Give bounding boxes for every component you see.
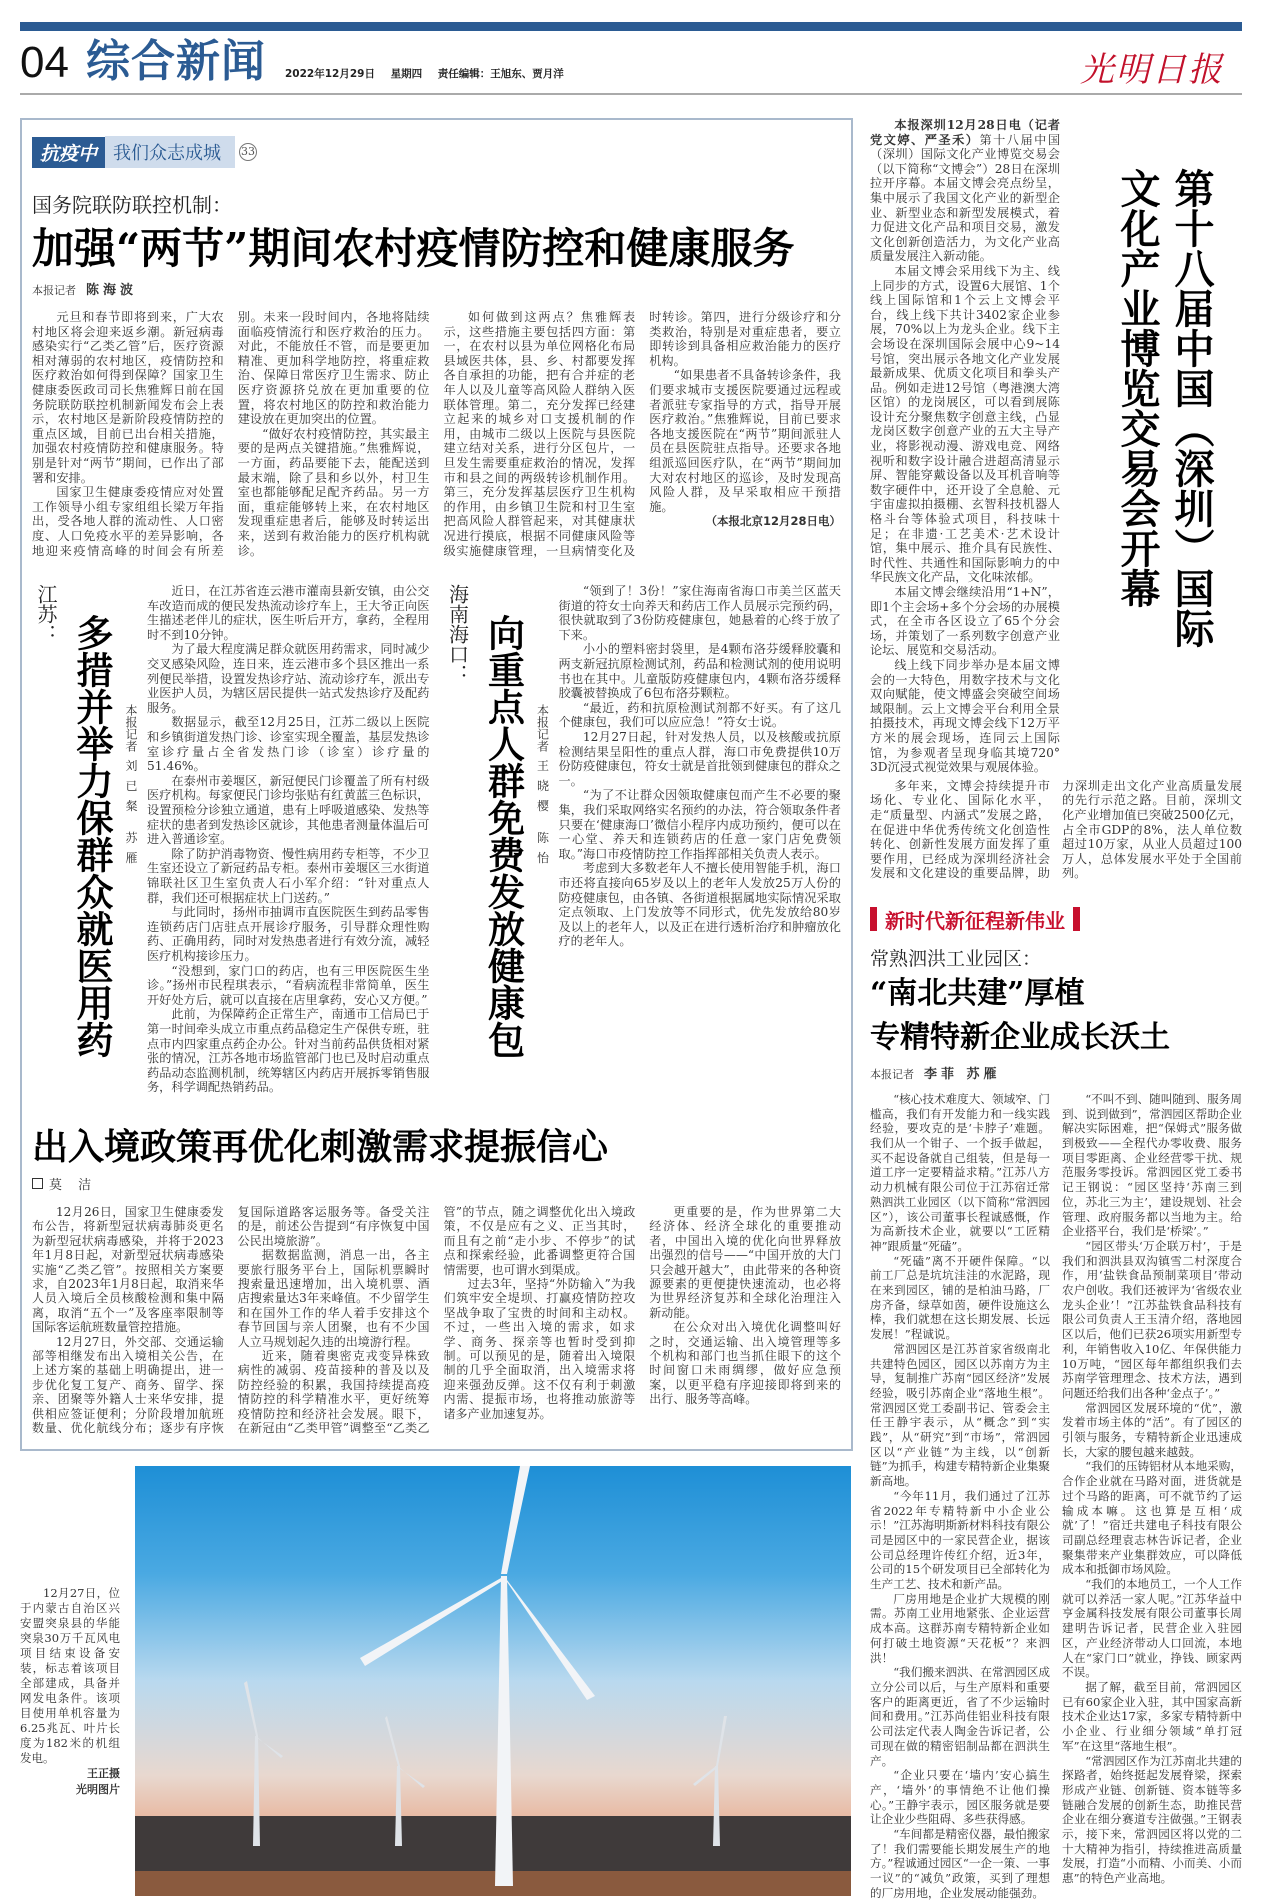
left-column	[20, 118, 853, 1896]
photo-source: 光明图片	[76, 1783, 120, 1797]
headline-line-1: “南北共建”厚植	[870, 975, 1085, 1011]
changshu-article-body	[870, 1092, 1242, 1901]
series-slogan: 我们众志成城	[105, 136, 235, 168]
series-banner	[32, 134, 841, 170]
issue-date: 2022年12月29日	[285, 68, 375, 80]
headline-line-2: 文化产业博览交易会开幕	[1114, 168, 1161, 608]
paragraph: “核心技术难度大、领域窄、门槛高，我们有开发能力和一线实践经验，要攻克的是‘卡脖子’难题。我们从一个钳子、一个扳手做起，买不起设备就自己组装，但是每一道工序一定要精益求精。”江苏八方动力机械有限公司位于江苏宿迁常熟泗洪工业园区（以下简称“常泗园区”），该公司董事长程诚感慨，作为高新技术企业，就要以“工匠精神”跟质量“死磕”。	[870, 1091, 1050, 1253]
changshu-headline	[870, 972, 1242, 1060]
paragraph: 更重要的是，作为世界第二大经济体、经济全球化的重要推动者，中国出入境的优化向世界释放出强烈的信号——“中国开放的大门只会越开越大”，由此带来的各种资源要素的更便捷快速流动，也必将为世界经济复苏和全球化治理注入新动能。	[649, 1204, 841, 1320]
byline-label: 本报记者	[870, 1067, 914, 1081]
paragraph: “企业只要在‘墙内’安心搞生产，‘墙外’的事情绝不让他们操心。”王静宇表示，园区服务就是要让企业少些阻碍、多些获得感。	[870, 1768, 1050, 1827]
paragraph: 近日，在江苏省连云港市灌南县新安镇，由公交车改造而成的便民发热流动诊疗车上，王大爷正向医生描述老伴儿的症状，医生听后开方，拿药，全程用时不到10分钟。	[147, 584, 430, 642]
byline-label: 本报记者	[124, 704, 138, 753]
culture-lead	[870, 118, 1060, 264]
main-dateline: （本报北京12月28日电）	[705, 514, 841, 529]
masthead-bar	[20, 22, 1242, 31]
paragraph: “最近，药和抗原检测试剂都不好买。有了这几个健康包，我们可以应应急！”符女士说。	[558, 700, 841, 730]
paragraph: “不叫不到、随叫随到、服务周到、说到做到”，常泗园区帮助企业解决实际困难，把“保姆式”服务做到极致——全程代办零收费、服务项目零距离、企业经营零干扰、规范服务零投诉。常泗园区党工委书记王钢说：“园区坚持‘苏南三到位，苏北三为主’，建设规划、社会管理、政府服务都以当地为主。给企业搭平台，我们是‘桥梁’。”	[1062, 1091, 1242, 1239]
photo-row	[20, 1466, 853, 1896]
wind-farm-photo	[135, 1466, 851, 1896]
paragraph: 据了解，截至目前，常泗园区已有60家企业入驻，其中国家高新技术企业达17家，多家专精特新中小企业、行业细分领域“单打冠军”在这里“落地生根”。	[1062, 1680, 1242, 1753]
culture-article-body-final	[870, 779, 1242, 881]
paragraph: 多年来，文博会持续提升市场化、专业化、国际化水平，走“质量型、内涵式”发展之路，在促进中华优秀传统文化创造性转化、创新性发展方面发挥了重要作用，已经成为深圳经济社会发展和文化建设的重要品牌，助力深圳走出文化产业高质量发展的先行示范之路。目前，深圳文化产业增加值已突破2500亿元，占全市GDP的8%，法人单位数超过10万家，从业人员超过100万人，总体发展水平处于全国前列。	[870, 778, 1242, 881]
byline-names: 刘已粲 苏雁	[124, 759, 138, 872]
paragraph: 国家卫生健康委疫情应对处置工作领导小组专家组组长梁万年指出，受各地人群的流动性、人口密度、人口免疫水平的差异影响，各地迎来疫情高峰的时间会有所差别。未来一段时间内，各地将陆续面临疫情流行和医疗救治的压力。对此，不能放任不管，而是要更加精准、更加科学地防控，将重症救治、保障日常医疗卫生需求、防止医疗资源挤兑放在更加重要的位置，将农村地区的防控和救治能力建设放在更加突出的位置。	[32, 310, 430, 558]
paragraph: “如果患者不具备转诊条件，我们要求城市支援医院要通过远程或者派驻专家指导的方式，指导开展医疗救治。”焦雅辉说，目前已要求各地支援医院在“两节”期间派驻人员在县医院驻点指导。还要求各地组派巡回医疗队，在“两节”期间加大对农村地区的巡诊，及时发现高风险人群，及早采取相应干预措施。	[649, 368, 841, 514]
banner-bar-icon	[1073, 907, 1080, 931]
byline-label: 本报记者	[32, 284, 76, 297]
paragraph: 小小的塑料密封袋里，是4颗布洛芬缓释胶囊和两支新冠抗原检测试剂，药品和检测试剂的使用说明书也在其中。儿童版防疫健康包内，4颗布洛芬缓释胶囊被替换成了6包布洛芬颗粒。	[558, 642, 841, 701]
paragraph: “做好农村疫情防控，其实最主要的是两点关键措施。”焦雅辉说，一方面，药品要能下去，能配送到最末端，除了县和乡以外，村卫生室也都能够配足配齐药品。另一方面，重症能够转上来，在农村地区发现重症患者后，能够及时转运出来，送到有救治能力的医疗机构就诊。	[237, 426, 430, 558]
paragraph: 与此同时，扬州市抽调市直医院医生到药品零售连锁药店门店驻点开展诊疗服务，引导群众理性购药、正确用药，同时对发热患者进行有效分流，减轻医疗机构接诊压力。	[147, 905, 430, 963]
hainan-story	[444, 584, 842, 1095]
page-number: 04	[20, 38, 69, 87]
paragraph: “园区带头‘万企联万村’，于是我们和泗洪县双沟镇雪二村深度合作，用‘盐铁食品预制菜项目’带动农户创收。我们还被评为‘省级农业龙头企业’！”江苏盐铁食品科技有限公司负责人王玉清介绍，落地园区以后，他们已获26项实用新型专利，年销售收入10亿、年保供能力10万吨，“园区每年都组织我们去苏南学管理理念、技术方法，遇到问题还给我们出各种‘金点子’。”	[1062, 1238, 1242, 1400]
culture-headline	[1110, 168, 1218, 658]
series-number: 33	[239, 143, 257, 161]
paragraph: 在泰州市姜堰区，新冠便民门诊覆盖了所有村级医疗机构。每家便民门诊均张贴有红黄蓝三色标识，设置预检分诊独立通道，患有上呼吸道感染、发热等症状的患者到发热诊区就诊，其他患者测量体温后可进入普通诊室。	[147, 773, 430, 847]
masthead-divider	[20, 93, 1242, 95]
paragraph: 常泗园区发展环境的“优”，激发着市场主体的“活”。有了园区的引领与服务，专精特新企业迅速成长，大家的腰包越来越鼓。	[1062, 1400, 1242, 1459]
headline-line-2: 专精特新企业成长沃土	[870, 1019, 1170, 1055]
changshu-byline	[870, 1066, 1242, 1084]
paragraph: 如何做到这两点？焦雅辉表示，这些措施主要包括四方面：第一，在农村以县为单位网格化布局县域医共体，县、乡、村都要发挥各自承担的功能，把有合并症的老年人以及儿童等高风险人群纳入医联体管理。第二，充分发挥已经建立起来的城乡对口支援机制的作用，由城市二级以上医院与县医院建立结对关系，进行分区包片，一旦发生需要重症救治的情况，发挥市和县之间的两级转诊机制作用。第三，充分发挥基层医疗卫生机构的作用，由乡镇卫生院和村卫生室把高风险人群管起来，对其健康状况进行摸底，根据不同健康风险等级实施健康管理，一旦病情变化及时转诊。第四，进行分级诊疗和分类救治，特别是对重症患者，要立即转诊到具备相应救治能力的医疗机构。	[443, 310, 841, 558]
jiangsu-place: 江苏：	[34, 584, 58, 645]
editors: 责任编辑：王旭东、贾月洋	[437, 68, 564, 80]
paragraph: “为了不让群众因领取健康包而产生不必要的聚集，我们采取网络实名预约的办法，符合领取条件者只要在‘健康海口’微信小程序内成功预约，便可以在一心堂、养天和连锁药店的任意一家门店免费领取。”海口市疫情防控工作指挥部相关负责人表示。	[558, 788, 841, 861]
jiangsu-headline: 多措并举力保群众就医用药	[70, 614, 114, 1059]
issue-info	[285, 66, 576, 81]
hainan-article-body	[559, 584, 842, 949]
main-headline: 加强“两节”期间农村疫情防控和健康服务	[32, 224, 795, 273]
regional-stories	[32, 584, 841, 1095]
headline-line-1: 第十八届中国（深圳）国际	[1168, 168, 1215, 648]
photo-caption	[20, 1586, 120, 1798]
border-byline	[32, 1177, 841, 1195]
byline-label: 本报记者	[535, 704, 550, 753]
jiangsu-article-body	[147, 584, 430, 1095]
main-article-body	[32, 310, 841, 558]
paragraph: 为了最大程度满足群众就医用药需求，同时减少交叉感染风险，连日来，连云港市多个县区推出一系列便民举措，设置发热诊疗站、流动诊疗车，派出专业医护人员，为辖区居民提供一站式发热诊疗及配药服务。	[147, 642, 430, 715]
paragraph: 线上线下同步举办是本届文博会的一大特色，用数字技术与文化双向赋能，使文博盛会突破空间场域限制。云上文博会平台利用全景拍摄技术，再现文博会线下12万平方米的展会现场，连同云上国际馆，为参观者呈现身临其境720° 3D沉浸式视觉效果与观展体验。	[870, 657, 1060, 775]
paragraph: 元旦和春节即将到来，广大农村地区将会迎来返乡潮。新冠病毒感染实行“乙类乙管”后，医疗资源相对薄弱的农村地区，疫情防控和医疗救治如何得到保障？国家卫生健康委医政司司长焦雅辉日前在国务院联防联控机制新闻发布会上表示，农村地区是新阶段疫情防控的重点区域，目前已出台相关措施，加强农村疫情防控和健康服务。特别是针对“两节”期间，已作出了部署和安排。	[32, 310, 224, 485]
paragraph: “今年11月，我们通过了江苏省2022年专精特新中小企业公示！”江苏海明斯新材料科技有限公司是园区中的一家民营企业，据该公司总经理许传红介绍，近3年，公司的15个研发项目已全部转化为生产工艺、技术和新产品。	[870, 1488, 1050, 1592]
section-title: 综合新闻	[86, 36, 266, 87]
feature-box	[20, 118, 853, 1451]
main-byline	[32, 282, 841, 300]
paragraph: 第十八届中国（深圳）国际文化产业博览交易会（以下简称“文博会”）28日在深圳拉开序幕。本届文博会亮点纷呈，集中展示了我国文化产业的新型企业、新型业态和新型发展模式，着力促进文化产品和项目交易，激发文化创新创造活力，为文化产业高质量发展注入新动能。	[870, 132, 1061, 264]
byline-name: 莫 洁	[49, 1177, 98, 1193]
paragraph: 厂房用地是企业扩大规模的刚需。苏南工业用地紧张、企业运营成本高。这群苏南专精特新企业如何打破土地资源“天花板”？来泗洪！	[870, 1591, 1050, 1665]
field	[135, 1871, 851, 1896]
paragraph: “车间都是精密仪器，最怕搬家了！我们需要能长期发展生产的地方。”程诚通过园区“一企一策、一事一议”的“减负”政策，买到了理想的厂房用地，企业发展动能强劲。	[870, 1827, 1050, 1900]
byline-names: 王晓樱 陈怡	[535, 759, 550, 872]
hainan-headline: 向重点人群免费发放健康包	[481, 614, 526, 1059]
byline-name: 陈海波	[86, 283, 138, 298]
paragraph: 常泗园区是江苏首家省级南北共建特色园区，园区以苏南方为主导，复制推广苏南“园区经济”发展经验，吸引苏南企业“落地生根”。常泗园区党工委副书记、管委会主任王静宇表示，从“概念”到“实践”，从“研究”到“市场”，常泗园区以“产业链”为主线，以“创新链”为抓手，构建专精特新企业集聚新高地。	[870, 1341, 1050, 1489]
paragraph: “没想到，家门口的药店，也有三甲医院医生坐诊。”扬州市民程琪表示，“看病流程非常简单，医生开好处方后，就可以直接在店里拿药，安心又方便。”	[147, 963, 430, 1007]
caption-text: 12月27日，位于内蒙古自治区兴安盟突泉县的华能突泉30万千瓦风电项目结束设备安装，标志着该项目全部建成，具备并网发电条件。该项目使用单机容量为6.25兆瓦、叶片长度为182米的机组发电。	[20, 1586, 120, 1766]
paragraph: 据数据监测，消息一出，各主要旅行服务平台上，国际机票瞬时搜索量迅速增加，出入境机票、酒店搜索量达3年来峰值。不少留学生和在国外工作的华人着手安排这个春节回国与亲人团聚，也有不少国人立马规划起久违的出境游行程。	[237, 1248, 430, 1349]
changshu-kicker: 常熟泗洪工业园区：	[870, 947, 1042, 970]
paragraph: 本届文博会继续沿用“1+N”，即1个主会场+多个分会场的办展模式，在全市各区设立了65个分会场，并策划了一系列数字创意产业论坛、展览和交易活动。	[870, 585, 1060, 658]
culture-dateline: 本报深圳12月28日电（记者党文婷、严圣禾）	[870, 118, 1060, 147]
issue-weekday: 星期四	[390, 68, 423, 80]
paragraph: 近来，随着奥密克戎变异株致病性的减弱、疫苗接种的普及以及防控经验的积累，我国持续提高疫情防控的科学精准水平，更好统筹疫情防控和经济社会发展。眼下，在新冠由“乙类甲管”调整至“乙类乙管”的节点，随之调整优化出入境政策，不仅是应有之义、正当其时，而且有之前“走小步、不停步”的试点和探索经验，此番调整更符合国情需要，也可谓水到渠成。	[237, 1204, 636, 1435]
paragraph: “我们的本地员工，一个人工作就可以养活一家人呢。”江苏华益中亨金属科技发展有限公司董事长周建明告诉记者，民营企业入驻园区，产业经济带动人口回流，本地人在“家门口”就业，挣钱、顾家两不误。	[1062, 1577, 1242, 1680]
paragraph: 12月27日起，针对发热人员，以及核酸或抗原检测结果呈阳性的重点人群，海口市免费提供10万份防疫健康包，符女士就是首批领到健康包的群众之一。	[558, 730, 841, 788]
series-tag: 抗疫中	[32, 137, 105, 168]
jiangsu-story	[32, 584, 430, 1095]
paragraph: 在公众对出入境优化调整叫好之时，交通运输、出入境管理等多个机构和部门也当抓住眼下的这个时间窗口未雨绸缪，做好应急预案，以更平稳有序迎接即将到来的出行、服务等高峰。	[649, 1320, 841, 1407]
paragraph: “我们的压铸铝材从本地采购，合作企业就在马路对面，进货就是过个马路的距离，可不就节约了运输成本嘛。这也算是互相‘成就’了！”宿迁共建电子科技有限公司副总经理袁志林告诉记者，企业聚集带来产业集群效应，可以降低成本和抵御市场风险。	[1062, 1459, 1242, 1577]
paragraph: 12月27日，外交部、交通运输部等相继发布出入境相关公告，在上述方案的基础上明确提出，进一步优化复工复产、商务、留学、探亲、团聚等外籍人士来华安排，提供相应签证便利；分阶段增加航班数量、优化航线分布；逐步有序恢复国际道路客运服务等。备受关注的是，前述公告提到“有序恢复中国公民出境旅游”。	[32, 1204, 430, 1435]
newspaper-logo: 光明日报	[1080, 50, 1224, 90]
paragraph: 数据显示，截至12月25日，江苏二级以上医院和乡镇街道发热门诊、诊室实现全覆盖，基层发热诊室诊疗量占全省发热门诊（诊室）诊疗量的51.46%。	[147, 715, 430, 774]
border-article-body	[32, 1205, 841, 1436]
column-banner-title: 新时代新征程新伟业	[885, 908, 1065, 933]
byline-names: 李菲 苏雁	[924, 1066, 1001, 1082]
culture-article	[870, 118, 1242, 775]
column-banner	[870, 905, 1242, 934]
paragraph: 过去3年，坚持“外防输入”为我们筑牢安全堤坝、打赢疫情防控攻坚战争取了宝贵的时间和主动权。不过，一些出入境的需求，如求学、商务、探亲等也暂时受到抑制。可以预见的是，随着出入境限制的几乎全面取消，出入境需求将迎来强劲反弹。这不仅有利于刺激内需、提振市场，也将推动旅游等诸多产业加速复苏。	[443, 1276, 636, 1421]
hainan-place: 海南海口：	[445, 584, 470, 685]
wind-turbines-illustration	[135, 1466, 851, 1896]
main-kicker: 国务院联防联控机制：	[32, 193, 232, 217]
paragraph: “领到了！3份！”家住海南省海口市美兰区蓝天街道的符女士向养天和药店工作人员展示完预约码，很快就取到了3份防疫健康包，她悬着的心终于放了下来。	[558, 584, 841, 642]
paragraph: 本届文博会采用线下为主、线上同步的方式，设置6大展馆、1个线上国际馆和1个云上文博会平台，线上线下共计3402家企业参展，70%以上为龙头企业。线下主会场设在深圳国际会展中心9~14号馆，突出展示各地文化产业发展最新成果、优质文化项目和拳头产品。例如走进12号馆（粤港澳大湾区馆）的龙岗展区，可以看到展陈设计充分聚焦数字创意主线，凸显龙岗区数字创意产业的五大主导产业，将影视动漫、游戏电竞、网络视听和数字设计融合进超高清显示屏、智能穿戴设备以及耳机音响等数字硬件中，还开设了全息舱、元宇宙虚拟拍摄棚、玄智科技机器人格斗台等体验式项目，科技味十足；在非遗·工艺美术·艺术设计馆，集中展示、推介具有民族性、时代性、共通性和国际影响力的中华民族文化产品，文化味浓郁。	[870, 263, 1060, 585]
paragraph: 此前，为保障药企正常生产，南通市工信局已于第一时间牵头成立市重点药品稳定生产保供专班，驻点市内四家重点药企办公。针对当前药品供货相对紧张的情况，江苏各地市场监管部门也已及时启动重点药品动态监测机制，统筹辖区内药店开展拆零销售服务，科学调配热销药品。	[147, 1007, 430, 1095]
square-icon	[32, 1178, 43, 1189]
banner-bar-icon	[870, 907, 877, 931]
paragraph: “死磕”离不开硬件保障。“以前工厂总是坑坑洼洼的水泥路，现在来到园区，铺的是柏油马路，厂房齐备，绿草如茵，硬件设施这么棒，我们就想在这长期发展、长远发展！”程诚说。	[870, 1253, 1050, 1342]
paragraph: “我们搬来泗洪、在常泗园区成立分公司以后，与生产原料和重要客户的距离更近，省了不少运输时间和费用。”江苏尚佳铝业科技有限公司法定代表人陶金告诉记者，公司现在做的精密铝制品都在泗洪生产。	[870, 1665, 1050, 1768]
border-headline: 出入境政策再优化刺激需求提振信心	[32, 1125, 609, 1168]
jiangsu-byline	[123, 704, 139, 1004]
paragraph: “常泗园区作为江苏南北共建的探路者，始终挺起发展脊梁，探索形成产业链、创新链、资本链等多链融合发展的创新生态，助推民营企业在细分赛道专注做强。”王钢表示，接下来，常泗园区将以党的二十大精神为指引，持续推进高质量发展，打造“小而精、小而美、小而惠”的特色产业高地。	[1062, 1753, 1242, 1886]
paragraph: 考虑到大多数老年人不擅长使用智能手机，海口市还将直接向65岁及以上的老年人发放25万人份的防疫健康包，由各镇、各街道根据属地实际情况采取定点领取、上门发放等不同形式，优先发放给80岁及以上的老年人，以及正在进行透析治疗和肿瘤放化疗的老年人。	[558, 861, 841, 949]
hainan-byline	[535, 704, 551, 1004]
paragraph: 除了防护消毒物资、慢性病用药专柜等，不少卫生室还设立了新冠药品专柜。泰州市姜堰区三水街道锦联社区卫生室负责人石小军介绍：“针对重点人群，我们还可根据症状上门送药。”	[147, 846, 430, 905]
photographer: 王正摄	[87, 1767, 120, 1781]
paragraph: 12月26日，国家卫生健康委发布公告，将新型冠状病毒肺炎更名为新型冠状病毒感染，并将于2023年1月8日起，对新型冠状病毒感染实施“乙类乙管”。按照相关方案要求，自2023年1月8日起，取消来华人员入境后全员核酸检测和集中隔离，取消“五个一”及客座率限制等国际客运航班数量管控措施。	[32, 1204, 224, 1335]
culture-article-body-col1	[870, 118, 1060, 775]
right-column	[870, 118, 1242, 1901]
